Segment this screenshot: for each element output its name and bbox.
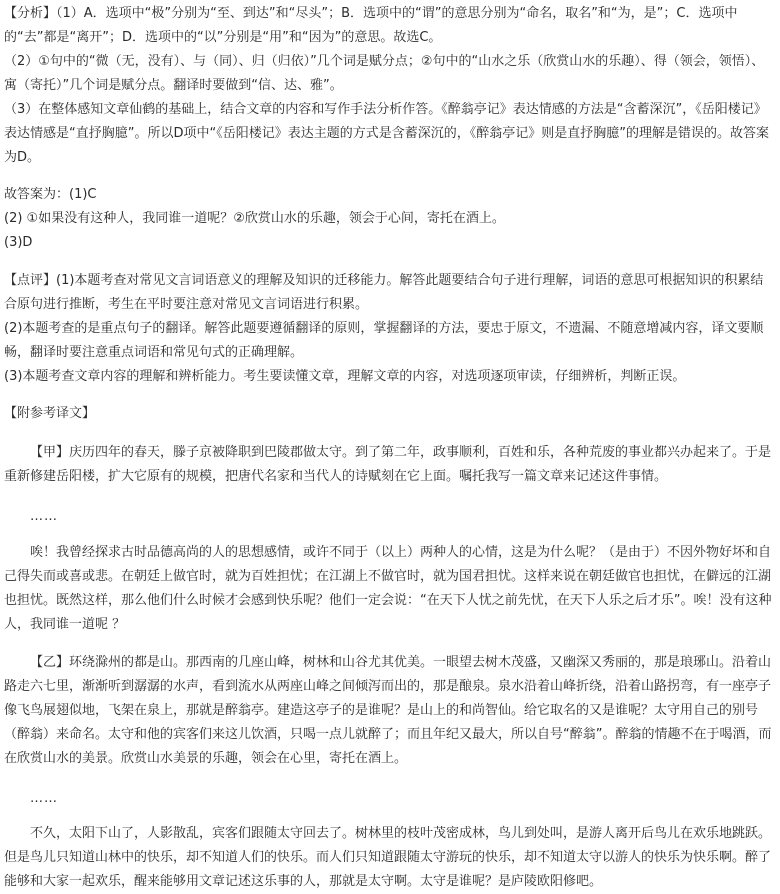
analysis-paragraph-3: （3）在整体感知文章仙鹤的基础上，结合文章的内容和写作手法分析作答。《醉翁亭记》表达情感的方法是“含蓄深沉”，《岳阳楼记》表达情感是“直抒胸臆”。所以D项中“《岳阳楼记》表达主题的方式是含蓄深沉的，《醉翁亭记》则是直抒胸臆”的理解是错误的。故答案为D。	[4, 102, 769, 165]
comment-paragraph-3: (3)本题考查文章内容的理解和辨析能力。考生要读懂文章，理解文章的内容，对选项逐项审读，仔细辨析，判断正误。	[4, 369, 686, 384]
answer-line-3: (3)D	[4, 235, 33, 250]
comment-paragraph-2: (2)本题考查的是重点句子的翻译。解答此题要遵循翻译的原则，掌握翻译的方法，要忠于原文，不遗漏、不随意增减内容，译文要顺畅，翻译时要注意重点词语和常见句式的正确理解。	[4, 321, 764, 360]
ellipsis-1: ……	[30, 509, 58, 524]
translation-yi-paragraph-2: 不久，太阳下山了，人影散乱，宾客们跟随太守回去了。树林里的枝叶茂密成林，鸟儿到处叫，是游人离开后鸟儿在欢乐地跳跃。但是鸟儿只知道山林中的快乐，却不知道人们的快乐。而人们只知道跟随太守游玩的快乐，却不知道太守以游人的快乐为快乐啊。醉了能够和大家一起欢乐，醒来能够用文章记述这乐事的人，那就是太守啊。太守是谁呢？是庐陵欧阳修吧。	[4, 826, 772, 889]
comment-paragraph-1: 【点评】(1)本题考查对常见文言词语意义的理解及知识的迁移能力。解答此题要结合句子进行理解，词语的意思可根据知识的积累结合原句进行推断，考生在平时要注意对常见文言词语进行积累。	[4, 273, 764, 312]
translation-heading: 【附参考译文】	[4, 406, 96, 421]
analysis-paragraph-2: （2）①句中的“微（无，没有）、与（同）、归（归依）”几个词是赋分点；②句中的“山水之乐（欣赏山水的乐趣）、得（领会，领悟）、寓（寄托）”几个词是赋分点。翻译时要做到“信、达、雅”。	[4, 54, 765, 93]
translation-yi-paragraph-1: 【乙】环绕滁州的都是山。那西南的几座山峰，树林和山谷尤其优美。一眼望去树木茂盛，又幽深又秀丽的，那是琅琊山。沿着山路走六七里，渐渐听到潺潺的水声，看到流水从两座山峰之间倾泻而出的，那是酿泉。泉水沿着山峰折绕，沿着山路拐弯，有一座亭子像飞鸟展翅似地，飞架在泉上，那就是醉翁亭。建造这亭子的是谁呢？是山上的和尚智仙。给它取名的又是谁呢？太守用自己的别号（醉翁）来命名。太守和他的宾客们来这儿饮酒，只喝一点儿就醉了；而且年纪又最大，所以自号“醉翁”。醉翁的情趣不在于喝酒，而在欣赏山水的美景。欣赏山水美景的乐趣，领会在心里，寄托在酒上。	[4, 655, 772, 766]
answer-line-2: (2) ①如果没有这种人，我同谁一道呢？②欣赏山水的乐趣，领会于心间，寄托在酒上。	[4, 211, 505, 226]
answer-line-1: 故答案为：(1)C	[4, 187, 97, 202]
translation-jia-paragraph-1: 【甲】庆历四年的春天，滕子京被降职到巴陵郡做太守。到了第二年，政事顺利，百姓和乐，各种荒废的事业都兴办起来了。于是重新修建岳阳楼，扩大它原有的规模，把唐代名家和当代人的诗赋刻在它上面。嘱托我写一篇文章来记述这件事情。	[4, 445, 772, 484]
ellipsis-2: ……	[30, 791, 58, 806]
translation-jia-paragraph-2: 唉！我曾经探求古时品德高尚的人的思想感情，或许不同于（以上）两种人的心情，这是为什么呢？（是由于）不因外物好坏和自己得失而或喜或悲。在朝廷上做官时，就为百姓担忧；在江湖上不做官时，就为国君担忧。这样来说在朝廷做官也担忧，在僻远的江湖也担忧。既然这样，那么他们什么时候才会感到快乐呢？他们一定会说：“在天下人忧之前先忧，在天下人乐之后才乐”。唉！没有这种人，我同谁一道呢 ？	[4, 545, 772, 632]
analysis-paragraph-1: 【分析】（1）A．选项中“极”分别为“至、到达”和“尽头”；B．选项中的“谓”的意思分别为“命名，取名”和“为，是”；C．选项中的“去”都是“离开”；D．选项中的“以”分别是“用”和“因为”的意思。故选C。	[4, 6, 738, 45]
